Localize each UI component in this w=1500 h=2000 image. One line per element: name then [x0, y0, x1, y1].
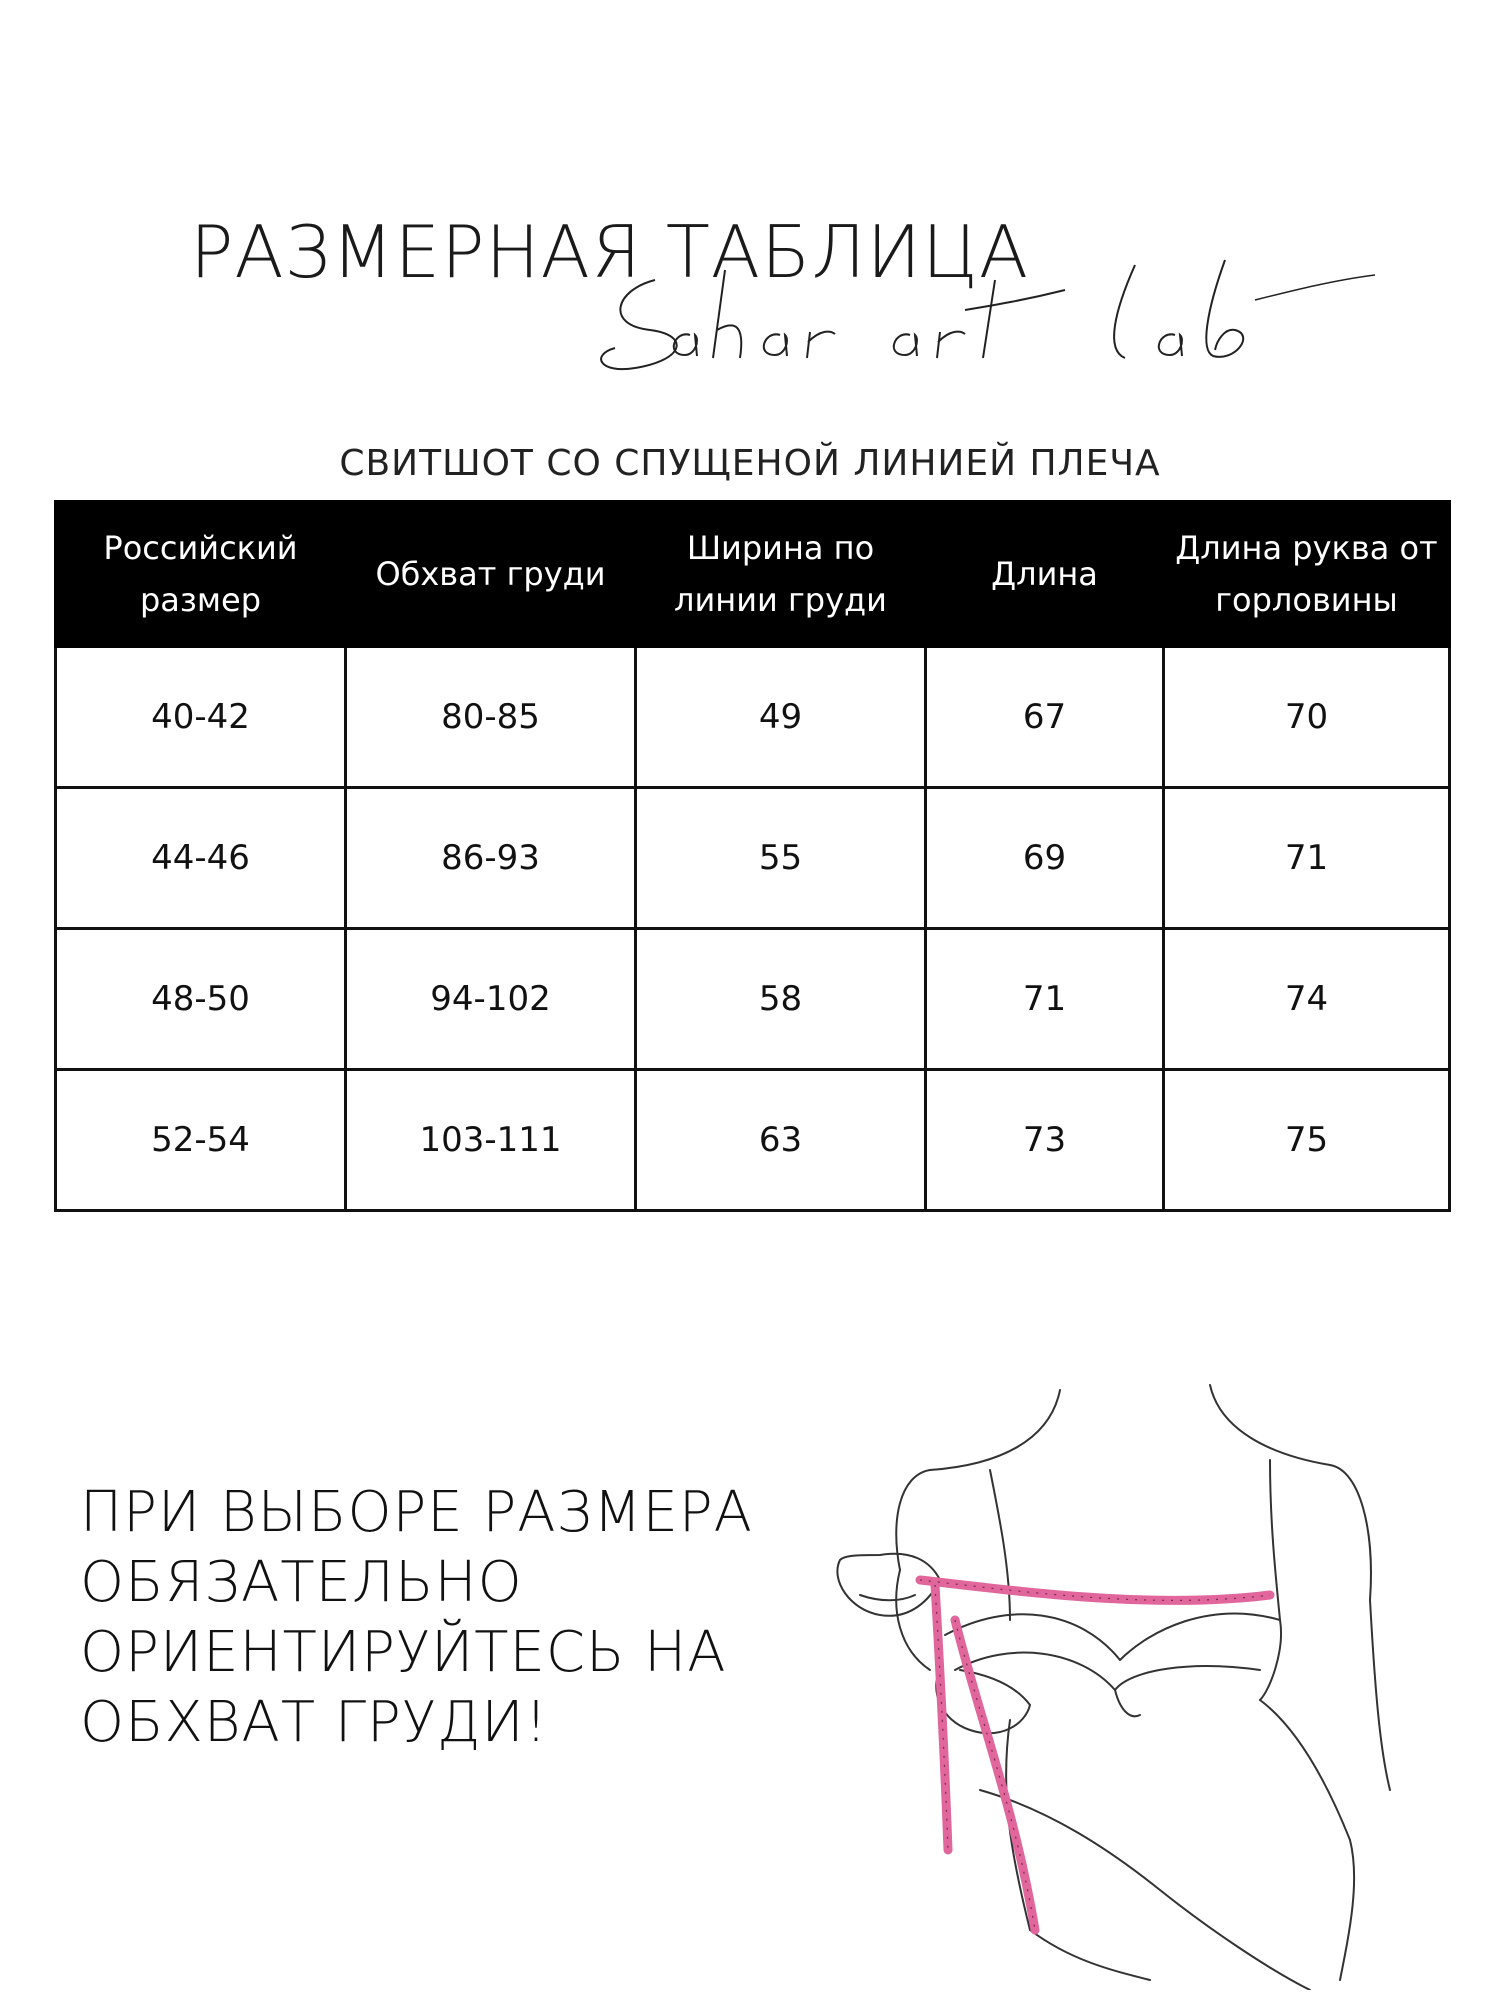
table-cell: 70 [1164, 647, 1450, 788]
table-cell: 73 [926, 1070, 1164, 1211]
size-table [54, 500, 1451, 1212]
table-cell: 75 [1164, 1070, 1450, 1211]
header-chest-width: Ширина по линии груди [636, 502, 926, 647]
table-cell: 49 [636, 647, 926, 788]
table-row [56, 788, 1450, 929]
header-sleeve-length: Длина руква от горловины [1164, 502, 1450, 647]
table-header-row [56, 502, 1450, 647]
size-advice-text [80, 1478, 880, 1758]
advice-line: ОБХВАТ ГРУДИ! [80, 1690, 549, 1755]
table-cell: 69 [926, 788, 1164, 929]
table-cell: 71 [926, 929, 1164, 1070]
product-subtitle: СВИТШОТ СО СПУЩЕНОЙ ЛИНИЕЙ ПЛЕЧА [339, 443, 1161, 484]
advice-line: ОБЯЗАТЕЛЬНО [80, 1550, 523, 1615]
page-title: РАЗМЕРНАЯ ТАБЛИЦА [190, 210, 1030, 294]
table-cell: 86-93 [346, 788, 636, 929]
table-cell: 80-85 [346, 647, 636, 788]
table-cell: 48-50 [56, 929, 346, 1070]
table-row [56, 929, 1450, 1070]
header-length: Длина [926, 502, 1164, 647]
table-cell: 58 [636, 929, 926, 1070]
header-russian-size: Российский размер [56, 502, 346, 647]
table-cell: 74 [1164, 929, 1450, 1070]
table-cell: 63 [636, 1070, 926, 1211]
table-cell: 103-111 [346, 1070, 636, 1211]
table-cell: 67 [926, 647, 1164, 788]
table-row [56, 1070, 1450, 1211]
table-cell: 71 [1164, 788, 1450, 929]
bust-measurement-illustration-icon [830, 1370, 1430, 1990]
advice-line: ПРИ ВЫБОРЕ РАЗМЕРА [80, 1480, 753, 1545]
header-chest-girth: Обхват груди [346, 502, 636, 647]
table-cell: 52-54 [56, 1070, 346, 1211]
table-row [56, 647, 1450, 788]
table-cell: 40-42 [56, 647, 346, 788]
table-cell: 94-102 [346, 929, 636, 1070]
table-cell: 44-46 [56, 788, 346, 929]
brand-signature-logo [595, 250, 1395, 390]
table-cell: 55 [636, 788, 926, 929]
advice-line: ОРИЕНТИРУЙТЕСЬ НА [80, 1620, 727, 1685]
